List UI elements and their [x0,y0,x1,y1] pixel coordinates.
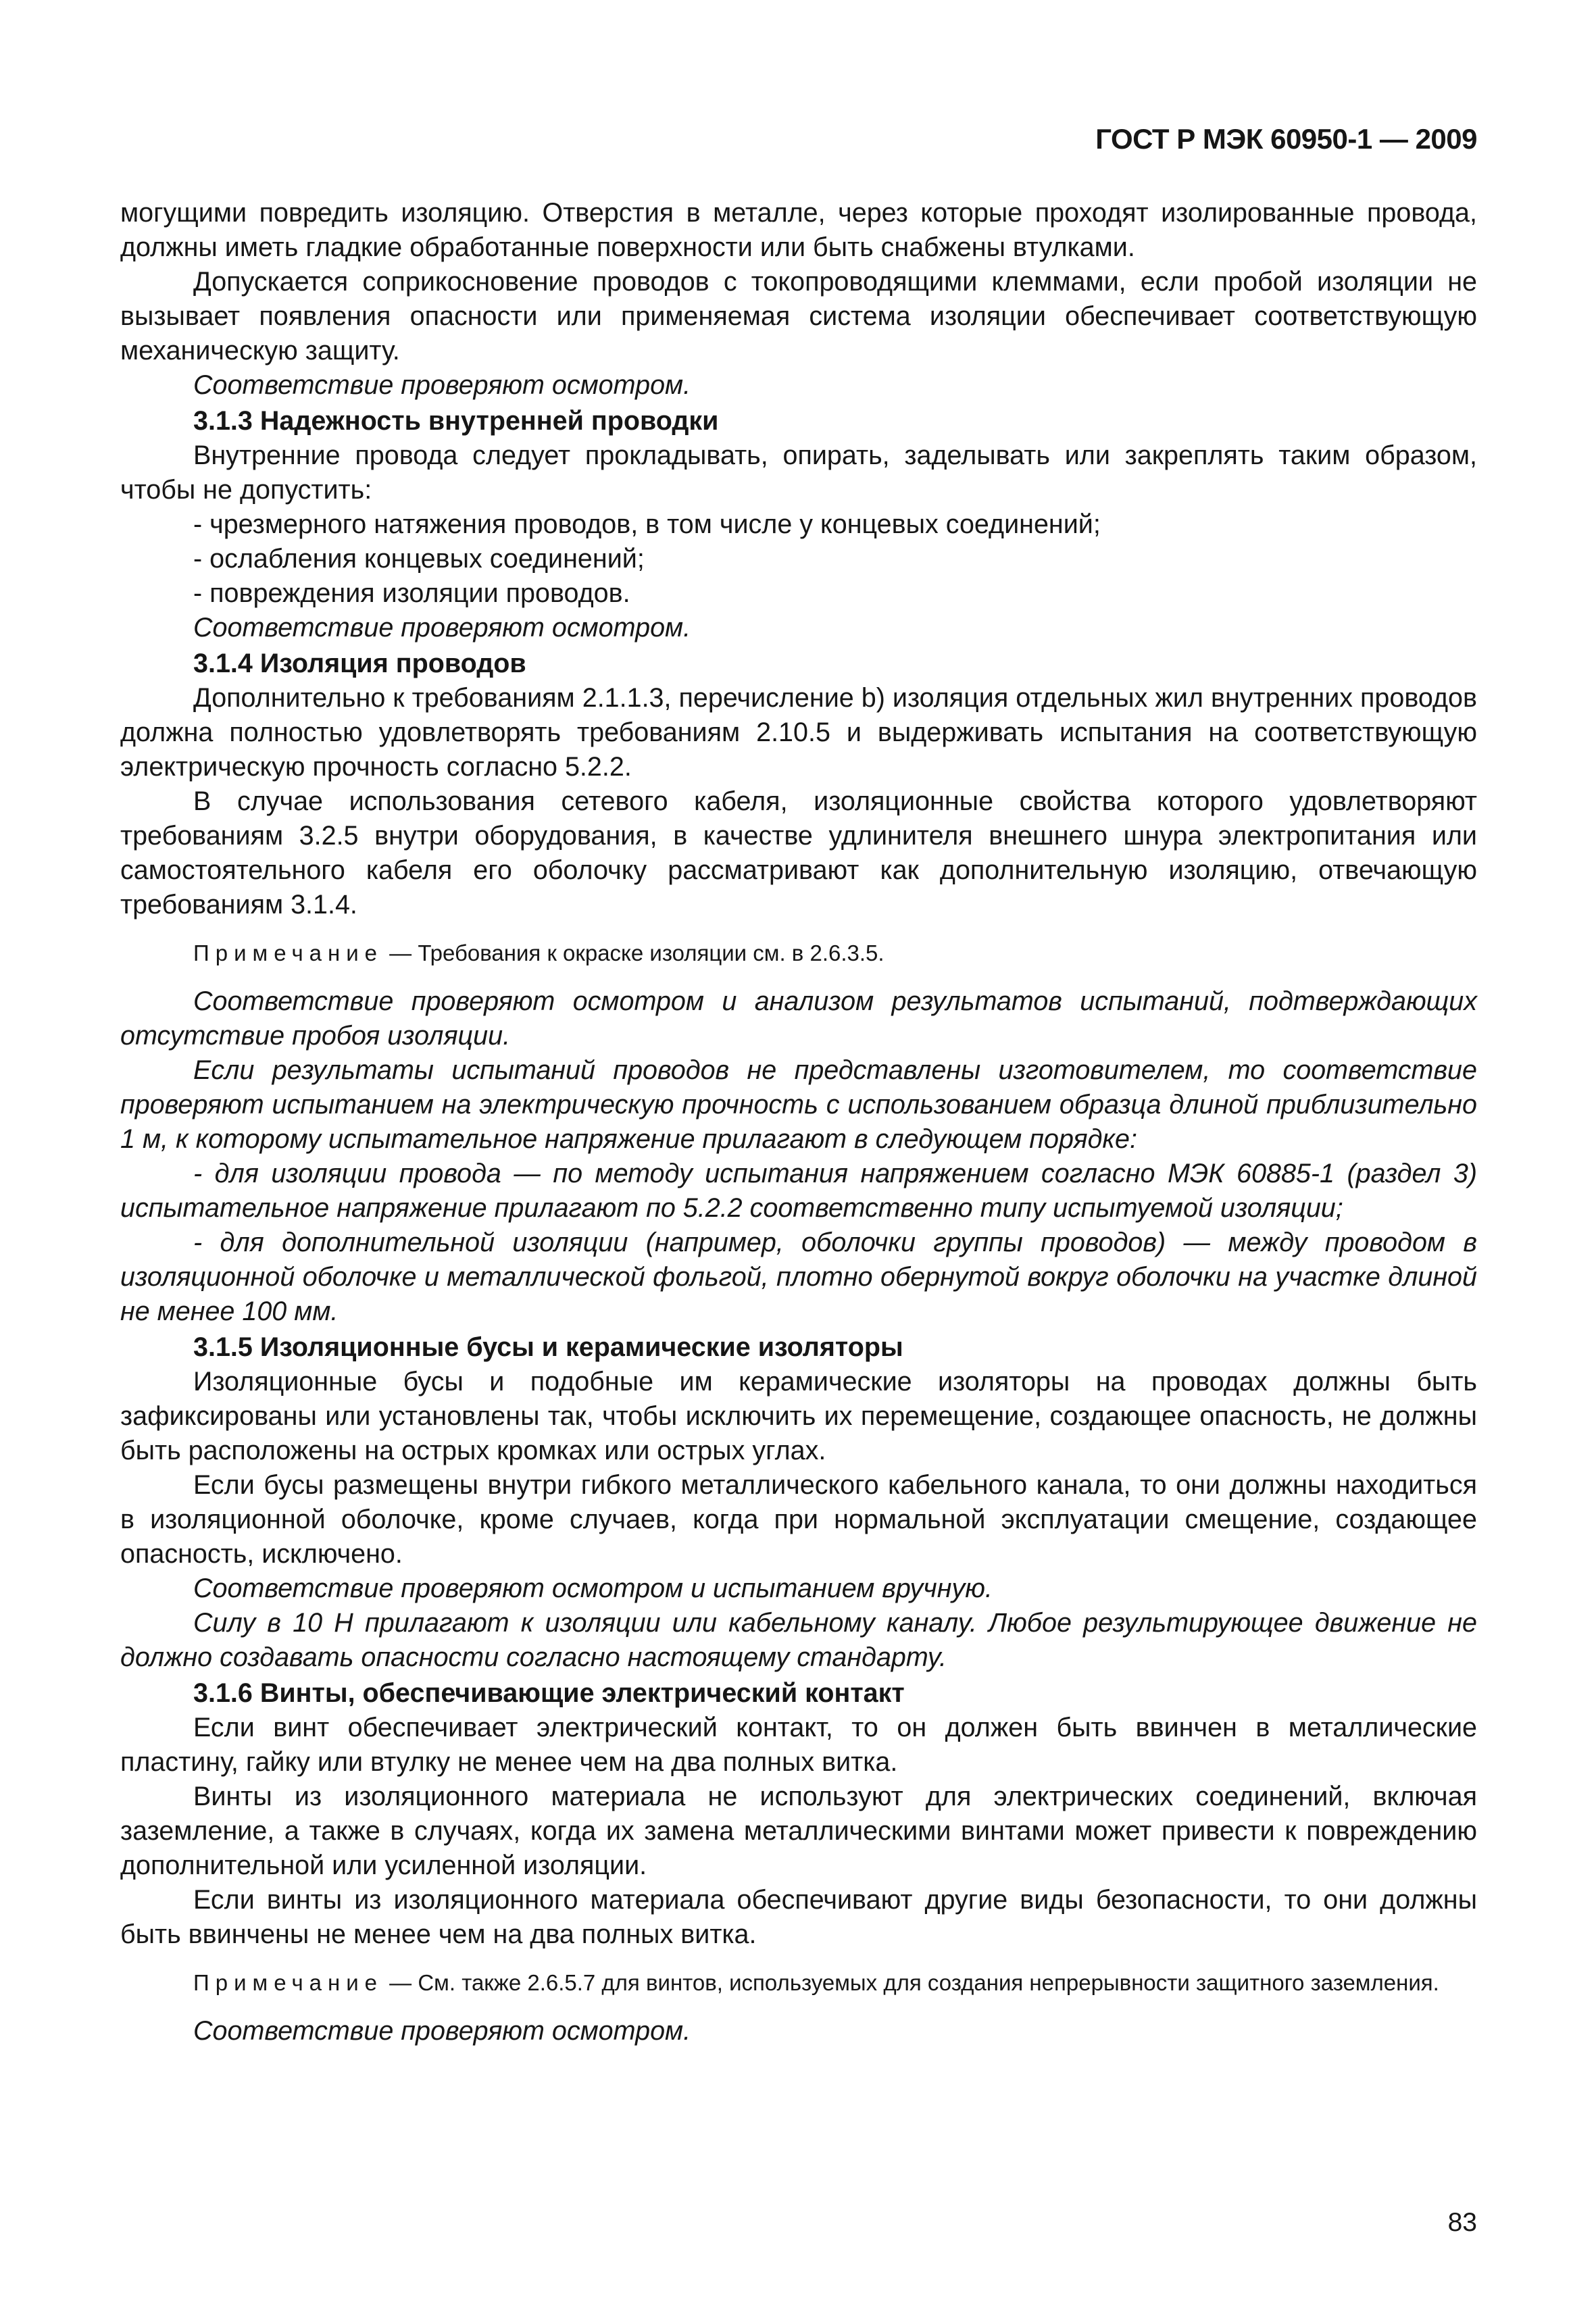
paragraph: Если винты из изоляционного материала обеспечивают другие виды безопасности, то они должны быть ввинчены не менее чем на два полных витка. [120,1885,1477,1949]
paragraph: могущими повредить изоляцию. Отверстия в металле, через которые проходят изолированные провода, должны иметь гладкие обработанные поверхности или быть снабжены втулками. [120,198,1477,262]
note-label: Примечание [193,1970,384,1995]
note-text: — См. также 2.6.5.7 для винтов, используемых для создания непрерывности защитного заземления. [383,1970,1439,1995]
paragraph: Если бусы размещены внутри гибкого металлического кабельного канала, то они должны находиться в изоляционной оболочке, кроме случаев, когда при нормальной эксплуатации смещение, создающее опасность, исключено. [120,1470,1477,1569]
compliance-statement: Соответствие проверяют осмотром. [193,613,691,643]
note-text: — Требования к окраске изоляции см. в 2.6.3.5. [383,940,884,965]
section-heading: 3.1.5 Изоляционные бусы и керамические изоляторы [193,1332,903,1362]
paragraph: Если результаты испытаний проводов не представлены изготовителем, то соответствие проверяют испытанием на электрическую прочность с использованием образца длиной приблизительно 1 м, к которому испытательное напряжение прилагают в следующем порядке: [120,1055,1477,1154]
paragraph: - для дополнительной изоляции (например, оболочки группы проводов) — между проводом в изоляционной оболочке и металлической фольгой, плотно обернутой вокруг оболочки на участке длиной не менее 100 мм. [120,1228,1477,1326]
compliance-statement: Соответствие проверяют осмотром. [193,2016,691,2046]
section-heading: 3.1.6 Винты, обеспечивающие электрический контакт [193,1678,905,1708]
document-header: ГОСТ Р МЭК 60950-1 — 2009 [1095,123,1477,155]
section-heading: 3.1.3 Надежность внутренней проводки [193,406,719,436]
paragraph: Если винт обеспечивает электрический контакт, то он должен быть ввинчен в металлические пластину, гайку или втулку не менее чем на два полных витка. [120,1713,1477,1777]
list-item: - ослабления концевых соединений; [193,544,645,574]
page-body [120,196,1477,2048]
paragraph: Допускается соприкосновение проводов с токопроводящими клеммами, если пробой изоляции не вызывает появления опасности или применяемая система изоляции обеспечивает соответствующую механическую защиту. [120,267,1477,366]
compliance-statement: Соответствие проверяют осмотром и анализом результатов испытаний, подтверждающих отсутствие пробоя изоляции. [120,986,1477,1051]
note [120,1967,1477,1999]
list-item: - чрезмерного натяжения проводов, в том числе у концевых соединений; [193,509,1101,539]
paragraph: Силу в 10 Н прилагают к изоляции или кабельному каналу. Любое результирующее движение не должно создавать опасности согласно настоящему стандарту. [120,1608,1477,1672]
section-heading: 3.1.4 Изоляция проводов [193,649,526,678]
compliance-statement: Соответствие проверяют осмотром. [193,370,691,400]
note-label: Примечание [193,940,384,965]
page-number: 83 [1447,2208,1477,2237]
paragraph: Дополнительно к требованиям 2.1.1.3, перечисление b) изоляция отдельных жил внутренних проводов должна полностью удовлетворять требованиям 2.10.5 и выдерживать испытания на соответствующую электрическую прочность согласно 5.2.2. [120,683,1477,782]
paragraph: Внутренние провода следует прокладывать, опирать, заделывать или закреплять таким образом, чтобы не допустить: [120,441,1477,505]
paragraph: - для изоляции провода — по методу испытания напряжением согласно МЭК 60885-1 (раздел 3) испытательное напряжение прилагают по 5.2.2 соответственно типу испытуемой изоляции; [120,1159,1477,1223]
paragraph: Винты из изоляционного материала не используют для электрических соединений, включая заземление, а также в случаях, когда их замена металлическими винтами может привести к повреждению дополнительной или усиленной изоляции. [120,1782,1477,1880]
paragraph: Изоляционные бусы и подобные им керамические изоляторы на проводах должны быть зафиксированы или установлены так, чтобы исключить их перемещение, создающее опасность, не должны быть расположены на острых кромках или острых углах. [120,1367,1477,1465]
compliance-statement: Соответствие проверяют осмотром и испытанием вручную. [193,1574,993,1603]
note [120,937,1477,970]
paragraph: В случае использования сетевого кабеля, изоляционные свойства которого удовлетворяют требованиям 3.2.5 внутри оборудования, в качестве удлинителя внешнего шнура электропитания или самостоятельного кабеля его оболочку рассматривают как дополнительную изоляцию, отвечающую требованиям 3.1.4. [120,786,1477,920]
list-item: - повреждения изоляции проводов. [193,578,630,608]
